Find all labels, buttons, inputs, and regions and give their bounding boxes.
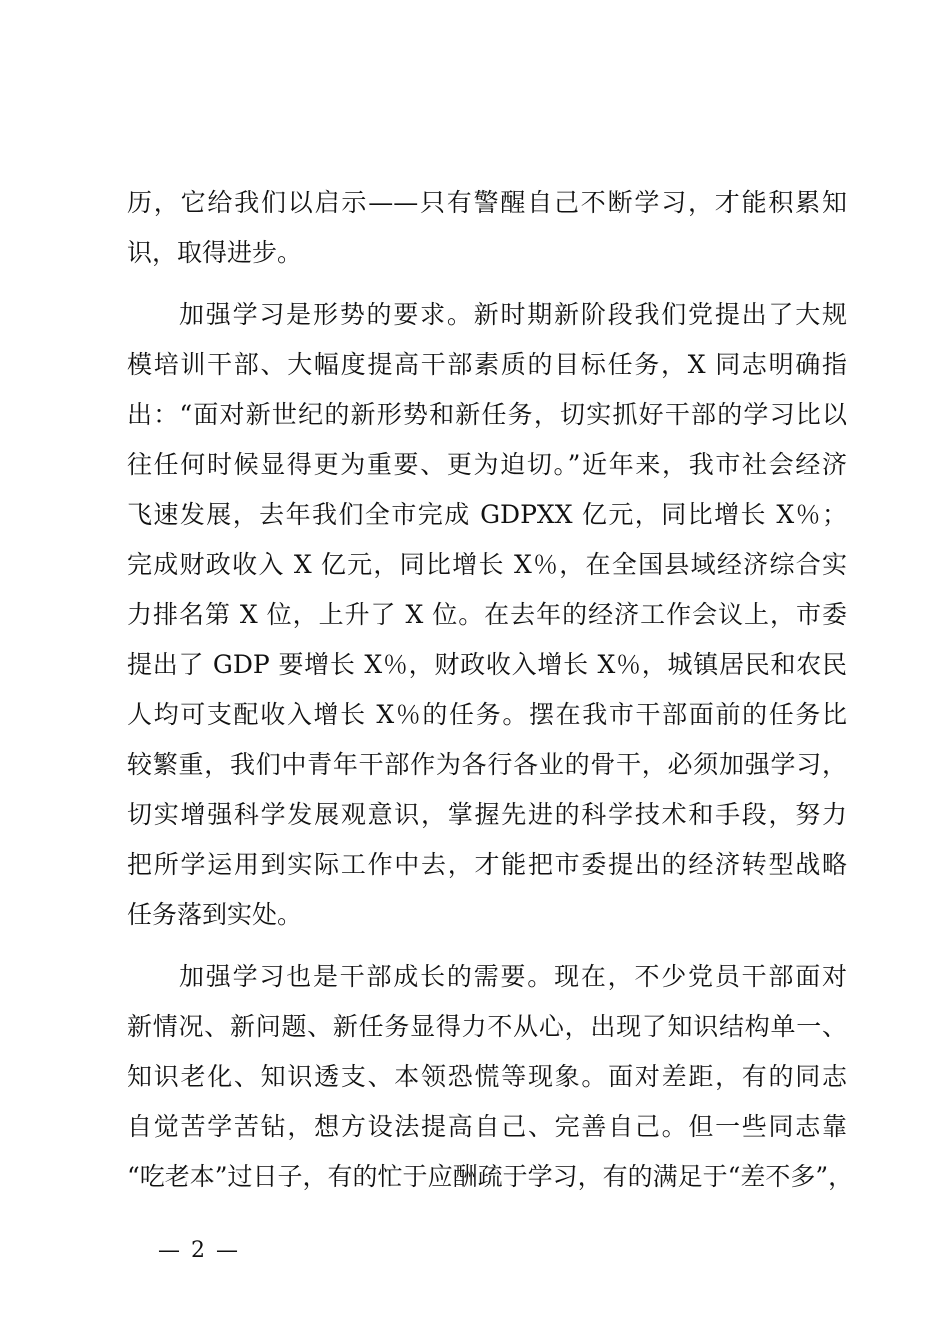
- text-line: 提出了 GDP 要增长 X％，财政收入增长 X％，城镇居民和农民: [127, 650, 847, 679]
- text-line: 任务落到实处。: [127, 900, 303, 929]
- text-line: 历，它给我们以启示——只有警醒自己不断学习，才能积累知: [127, 188, 847, 217]
- text-line: 加强学习也是干部成长的需要。现在，不少党员干部面对: [179, 962, 847, 991]
- text-line: 识，取得进步。: [127, 238, 303, 267]
- text-line: 切实增强科学发展观意识，掌握先进的科学技术和手段，努力: [127, 800, 847, 829]
- text-line: “吃老本”过日子，有的忙于应酬疏于学习，有的满足于“差不多”，: [127, 1162, 854, 1191]
- text-line: 往任何时候显得更为重要、更为迫切。”近年来，我市社会经济: [127, 450, 847, 479]
- text-line: 把所学运用到实际工作中去，才能把市委提出的经济转型战略: [127, 850, 847, 879]
- text-line: 较繁重，我们中青年干部作为各行各业的骨干，必须加强学习，: [127, 750, 847, 779]
- text-line: 自觉苦学苦钻，想方设法提高自己、完善自己。但一些同志靠: [127, 1112, 847, 1141]
- page-number: — 2 —: [158, 1238, 240, 1263]
- text-line: 飞速发展，去年我们全市完成 GDPXX 亿元，同比增长 X％；: [127, 500, 847, 529]
- text-line: 加强学习是形势的要求。新时期新阶段我们党提出了大规: [179, 300, 847, 329]
- paragraph: [127, 952, 854, 1202]
- text-line: 新情况、新问题、新任务显得力不从心，出现了知识结构单一、: [127, 1012, 847, 1041]
- text-line: 人均可支配收入增长 X％的任务。摆在我市干部面前的任务比: [127, 700, 847, 729]
- paragraph: [127, 178, 847, 278]
- text-line: 完成财政收入 X 亿元，同比增长 X％，在全国县域经济综合实: [127, 550, 847, 579]
- paragraph: [127, 290, 847, 940]
- text-line: 力排名第 X 位，上升了 X 位。在去年的经济工作会议上，市委: [127, 600, 847, 629]
- text-line: 知识老化、知识透支、本领恐慌等现象。面对差距，有的同志: [127, 1062, 847, 1091]
- text-line: 出：“面对新世纪的新形势和新任务，切实抓好干部的学习比以: [127, 400, 847, 429]
- text-line: 模培训干部、大幅度提高干部素质的目标任务，X 同志明确指: [127, 350, 847, 379]
- body-text: [127, 178, 854, 1202]
